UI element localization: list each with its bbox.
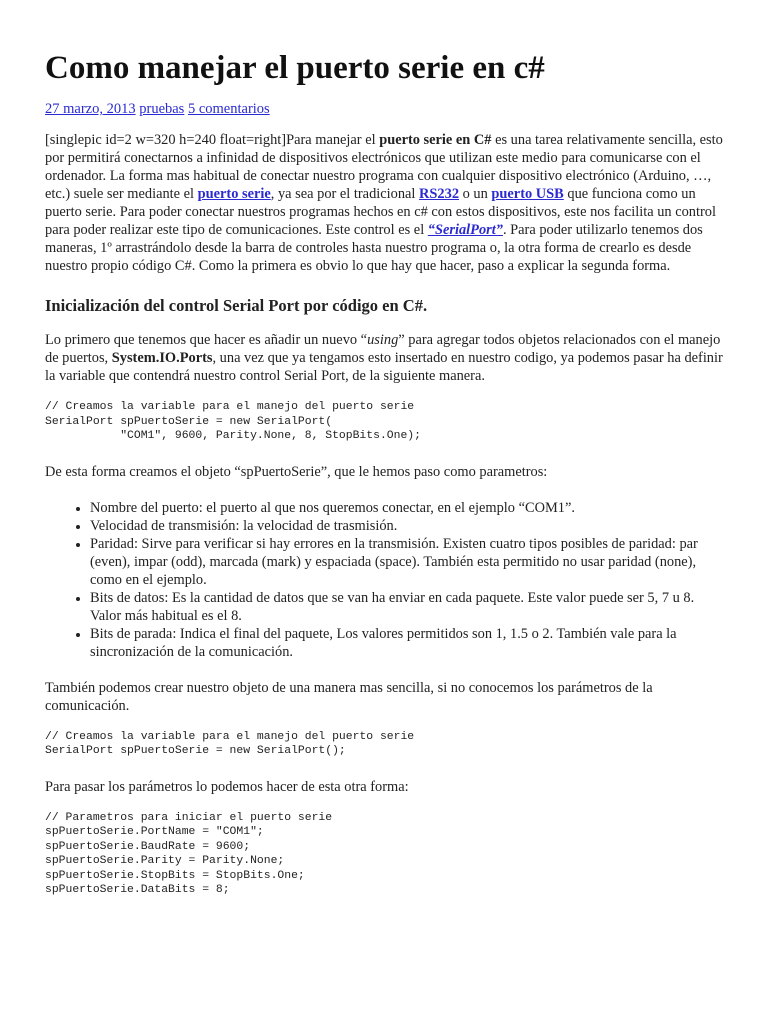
intro-text: es una tarea relativamente sencilla, esto por permitirá conectarnos a infinidad de dispositivos electrónicos que utilizan este medio para comunicarse con el ordenador. La forma mas habitual de conectar nuestro programa con cualquier dispositivo electrónico (Arduino, …, etc.) suele ser mediante el	[45, 132, 723, 202]
post-meta	[45, 99, 723, 119]
category-link[interactable]: pruebas	[139, 101, 185, 117]
para-text: ” para agregar todos objetos relacionados con el manejo de puertos,	[45, 332, 721, 366]
using-keyword: using	[367, 332, 399, 348]
intro-text: [singlepic id=2 w=320 h=240 float=right]Para manejar el	[45, 132, 380, 148]
code-block-simple: // Creamos la variable para el manejo del puerto serie SerialPort spPuertoSerie = new SerialPort();	[45, 730, 415, 757]
para-text: Lo primero que tenemos que hacer es añadir un nuevo “	[45, 332, 368, 348]
namespace-name: System.IO.Ports	[111, 350, 213, 366]
serialport-link[interactable]: “SerialPort”	[427, 222, 503, 238]
list-item: • Velocidad de transmisión: la velocidad de trasmisión.	[90, 517, 723, 535]
intro-text: , ya sea por el tradicional	[270, 186, 420, 202]
puerto-usb-link[interactable]: puerto USB	[491, 186, 564, 202]
code-block-constructor: // Creamos la variable para el manejo del puerto serie SerialPort spPuertoSerie = new SerialPort( "COM1", 9600, Parity.None, 8, StopBits.One);	[45, 401, 421, 442]
puerto-serie-link[interactable]: puerto serie	[197, 186, 271, 202]
using-paragraph	[45, 331, 723, 385]
para-text: , una vez que ya tengamos esto insertado en nuestro codigo, ya podemos pasar ha definir la variable que contendrá nuestro control Serial Port, de la siguiente manera.	[45, 350, 723, 384]
properties-intro: Para pasar los parámetros lo podemos hacer de esta otra forma:	[45, 778, 409, 795]
intro-bold: puerto serie en C#	[379, 132, 492, 148]
intro-text: . Para poder utilizarlo tenemos dos maneras, 1º arrastrándolo desde la barra de controles hasta nuestro programa o, la otra forma de crearlo es desde nuestro propio código C#. Como la primera es obvio lo que hay que hacer, paso a explicar la segunda forma.	[45, 222, 703, 274]
post-date-link[interactable]: 27 marzo, 2013	[45, 101, 136, 117]
params-intro: De esta forma creamos el objeto “spPuertoSerie”, que le hemos paso como parametros:	[45, 463, 548, 480]
list-item: • Paridad: Sirve para verificar si hay errores en la transmisión. Existen cuatro tipos posibles de paridad: par (even), impar (odd), marcada (mark) y espaciada (space). También esta permitido no usar paridad (none), como en el ejemplo.	[90, 535, 723, 589]
intro-text: o un	[459, 186, 492, 202]
simple-paragraph: También podemos crear nuestro objeto de una manera mas sencilla, si no conocemos los parámetros de la comunicación.	[45, 679, 653, 714]
intro-paragraph	[45, 131, 723, 275]
list-item: • Bits de parada: Indica el final del paquete, Los valores permitidos son 1, 1.5 o 2. También vale para la sincronización de la comunicación.	[90, 625, 723, 661]
comments-link[interactable]: 5 comentarios	[187, 101, 270, 117]
code-block-properties: // Parametros para iniciar el puerto serie spPuertoSerie.PortName = "COM1"; spPuertoSerie.BaudRate = 9600; spPuertoSerie.Parity = Parity.None; spPuertoSerie.StopBits = StopBits.One; spPuertoSerie.DataBits = 8;	[45, 811, 333, 896]
list-item: • Bits de datos: Es la cantidad de datos que se van ha enviar en cada paquete. Este valor puede ser 5, 7 u 8. Valor más habitual es el 8.	[90, 589, 723, 625]
list-item: • Nombre del puerto: el puerto al que nos queremos conectar, en el ejemplo “COM1”.	[90, 499, 723, 517]
section-heading: Inicialización del control Serial Port por código en C#.	[45, 296, 428, 315]
page-title: Como manejar el puerto serie en c#	[45, 50, 545, 86]
rs232-link[interactable]: RS232	[419, 186, 460, 202]
params-list	[45, 499, 723, 661]
intro-text: que funciona como un puerto serie. Para poder conectar nuestros programas hechos en c# con estos dispositivos, este nos facilita un control para poder realizar este tipo de comunicaciones. Este control es el	[45, 186, 716, 238]
